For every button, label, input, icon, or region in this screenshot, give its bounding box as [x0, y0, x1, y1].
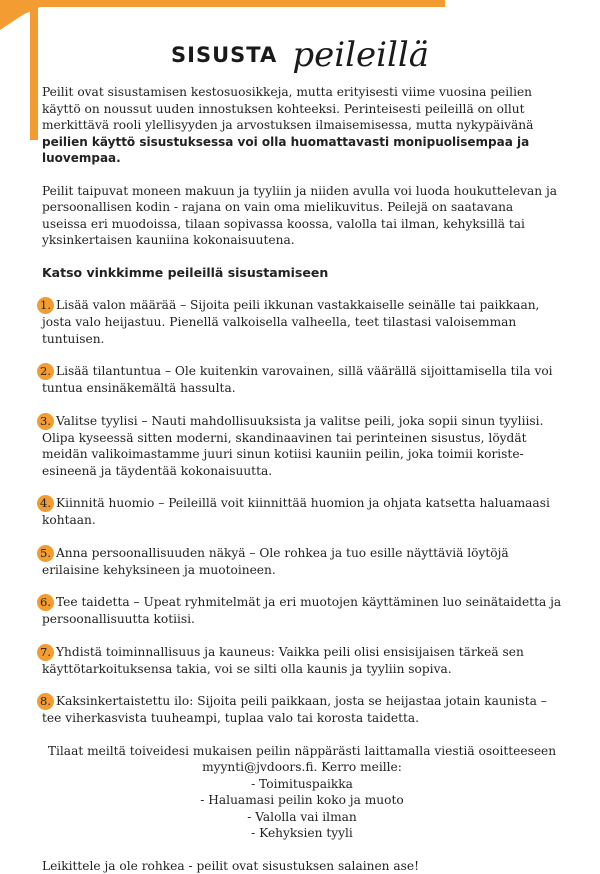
tip-number-badge: 2.	[37, 363, 54, 380]
paragraph-2: Peilit taipuvat moneen makuun ja tyyliin ja niiden avulla voi luoda houkuttelevan ja persoonallisen kodin - rajana on vain oma mielikuvitus. Peilejä on saatavana useissa eri muodoissa, tilaan sopivassa koossa, valolla tai ilman, kehyksillä tai yksinkertaisen kauniina kokonaisuutena.	[42, 183, 562, 249]
tip-number-badge: 4.	[37, 495, 54, 512]
order-line-2: myynti@jvdoors.fi. Kerro meille:	[42, 759, 562, 776]
tip-item	[42, 297, 562, 347]
tip-text: Anna persoonallisuuden näkyä – Ole rohkea ja tuo esille näyttäviä löytöjä erilaisine kehyksineen ja muotoineen.	[42, 546, 509, 577]
intro-text: Peilit ovat sisustamisen kestosuosikkeja, mutta erityisesti viime vuosina peilien käyttö on noussut uuden innostuksen kohteeksi. Perinteisesti peileillä on ollut merkittävä rooli ylellisyyden ja arvostuksen ilmaisemisessa, mutta nykypäivänä	[42, 85, 533, 132]
tip-text: Kiinnitä huomio – Peileillä voit kiinnittää huomion ja ohjata katsetta haluamaasi kohtaan.	[42, 496, 550, 527]
decorative-corner-left	[0, 0, 45, 200]
intro-paragraph	[42, 84, 562, 167]
order-item: - Haluamasi peilin koko ja muoto	[42, 792, 562, 809]
tip-text: Yhdistä toiminnallisuus ja kauneus: Vaikka peili olisi ensisijaisen tärkeä sen käyttötarkoituksensa takia, voi se silti olla kaunis ja tyyliin sopiva.	[42, 645, 524, 676]
order-line-1: Tilaat meiltä toiveidesi mukaisen peilin näppärästi laittamalla viestiä osoitteeseen	[42, 743, 562, 760]
title-main: SISUSTA	[171, 43, 277, 67]
tip-number-badge: 3.	[37, 413, 54, 430]
closing-text: Leikittele ja ole rohkea - peilit ovat sisustuksen salainen ase!	[42, 858, 562, 874]
page-title	[0, 35, 600, 75]
tip-number-badge: 7.	[37, 644, 54, 661]
tip-item	[42, 495, 562, 529]
tip-text: Tee taidetta – Upeat ryhmitelmät ja eri muotojen käyttäminen luo seinätaidetta ja persoonallisuutta kotiisi.	[42, 595, 561, 626]
order-item: - Toimituspaikka	[42, 776, 562, 793]
tip-item	[42, 693, 562, 727]
tip-number-badge: 6.	[37, 594, 54, 611]
tip-text: Lisää valon määrää – Sijoita peili ikkunan vastakkaiselle seinälle tai paikkaan, josta valo heijastuu. Pienellä valkoisella valheella, teet tilastasi valoisemman tuntuisen.	[42, 298, 539, 346]
order-item: - Kehyksien tyyli	[42, 825, 562, 842]
tip-item	[42, 363, 562, 397]
order-instructions	[42, 743, 562, 842]
tip-number-badge: 8.	[37, 693, 54, 710]
document-body	[42, 84, 562, 874]
tip-text: Valitse tyylisi – Nauti mahdollisuuksista ja valitse peili, joka sopii sinun tyyliisi. Olipa kyseessä sitten moderni, skandinaavinen tai perinteinen sisustus, löydät meidän valikoimastamme juuri sinun kotiisi kauniin peilin, joka toimii koriste-esineenä ja täydentää kokonaisuutta.	[42, 414, 543, 478]
tip-item	[42, 413, 562, 480]
tip-number-badge: 1.	[37, 297, 54, 314]
tip-text: Lisää tilantuntua – Ole kuitenkin varovainen, sillä väärällä sijoittamisella tila voi tuntua ensinäkemältä hassulta.	[42, 364, 553, 395]
tip-item	[42, 545, 562, 579]
title-script: peileillä	[292, 35, 429, 75]
tip-text: Kaksinkertaistettu ilo: Sijoita peili paikkaan, josta se heijastaa jotain kaunista – tee viherkasvista tuuheampi, tuplaa valo tai korosta taidetta.	[42, 694, 547, 725]
order-item: - Valolla vai ilman	[42, 809, 562, 826]
tips-heading: Katso vinkkimme peileillä sisustamiseen	[42, 265, 562, 282]
tip-number-badge: 5.	[37, 545, 54, 562]
tip-item	[42, 644, 562, 678]
tip-item	[42, 594, 562, 628]
intro-bold: peilien käyttö sisustuksessa voi olla huomattavasti monipuolisempaa ja luovempaa.	[42, 135, 529, 166]
